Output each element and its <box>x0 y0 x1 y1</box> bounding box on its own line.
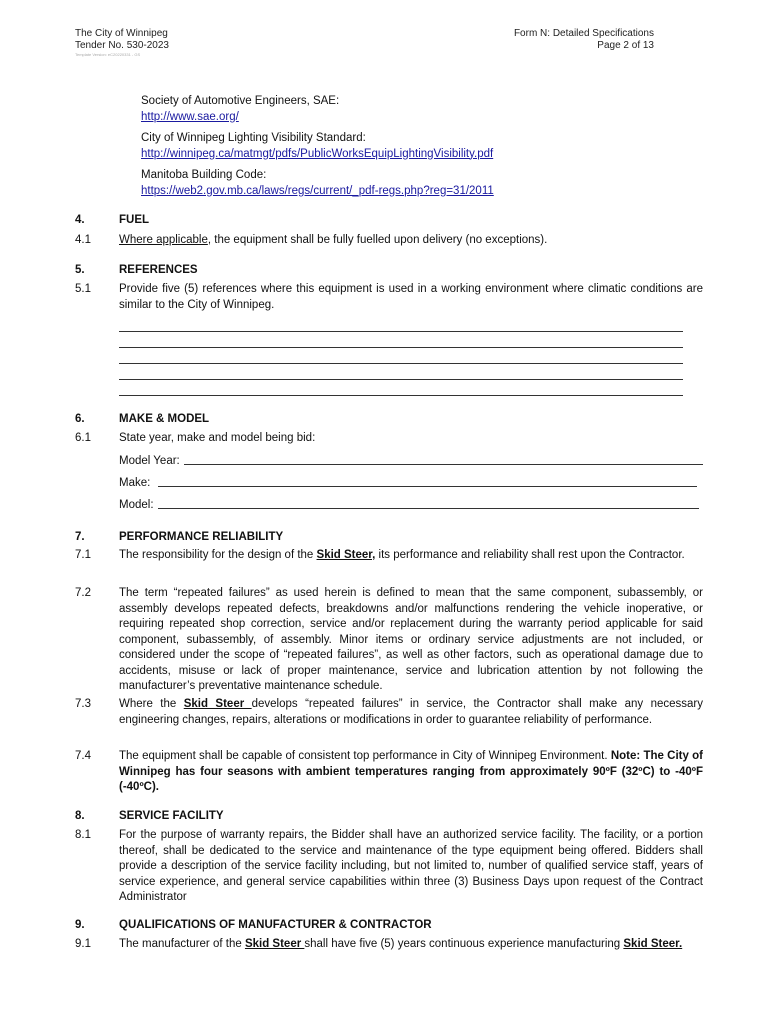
model-label: Model: <box>119 499 154 511</box>
ref-building-code-label: Manitoba Building Code: <box>141 169 267 181</box>
clause-9-1-number: 9.1 <box>75 938 91 950</box>
clause-7-2-number: 7.2 <box>75 587 91 599</box>
ref-lighting-link[interactable]: http://winnipeg.ca/matmgt/pdfs/PublicWorksEquipLightingVisibility.pdf <box>141 147 494 160</box>
section-6-number: 6. <box>75 413 85 425</box>
page-number: Page 2 of 13 <box>597 40 654 51</box>
make-row <box>119 476 697 492</box>
clause-7-3-part-c: develops “repeated failures” in service, the Contractor shall make any necessary engineering changes, repairs, alterations or modifications in order to guarantee reliability of performance. <box>119 698 703 726</box>
make-label: Make: <box>119 477 151 489</box>
section-7-title: PERFORMANCE RELIABILITY <box>119 531 284 543</box>
section-4-title: FUEL <box>119 214 150 226</box>
form-title: Form N: Detailed Specifications <box>513 28 654 39</box>
clause-7-4-number: 7.4 <box>75 750 91 762</box>
ref-building-code-link[interactable]: https://web2.gov.mb.ca/laws/regs/current/_pdf-regs.php?reg=31/2011 <box>141 184 494 197</box>
clause-7-3-number: 7.3 <box>75 698 91 710</box>
clause-4-1-text <box>119 233 703 249</box>
clause-4-1-underlined: Where applicable <box>119 234 208 246</box>
section-5-title: REFERENCES <box>119 264 198 276</box>
ref-sae-label: Society of Automotive Engineers, SAE: <box>141 95 340 107</box>
reference-links <box>141 94 701 199</box>
clause-5-1-text: Provide five (5) references where this equipment is used in a working environment where climatic conditions are similar to the City of Winnipeg. <box>119 283 703 311</box>
clause-4-1-body: , the equipment shall be fully fuelled upon delivery (no exceptions). <box>207 234 548 246</box>
clause-7-1-part-c: its performance and reliability shall rest upon the Contractor. <box>375 549 685 561</box>
model-row <box>119 498 699 514</box>
skid-steer-term: Skid Steer <box>244 938 305 950</box>
header-right <box>514 28 654 52</box>
clause-9-1-text <box>119 937 703 953</box>
clause-8-1-number: 8.1 <box>75 829 91 841</box>
section-9-title: QUALIFICATIONS OF MANUFACTURER & CONTRACTOR <box>119 919 432 931</box>
template-version: Template Version: eC20220331 - GS <box>75 52 141 57</box>
reference-line-2[interactable] <box>119 347 683 348</box>
reference-line-1[interactable] <box>119 331 683 332</box>
model-year-row <box>119 454 703 470</box>
clause-5-1-number: 5.1 <box>75 283 91 295</box>
reference-line-4[interactable] <box>119 379 683 380</box>
reference-line-3[interactable] <box>119 363 683 364</box>
make-field[interactable] <box>158 476 697 487</box>
section-7-number: 7. <box>75 531 85 543</box>
reference-line-5[interactable] <box>119 395 683 396</box>
ref-sae-link[interactable]: http://www.sae.org/ <box>141 110 239 123</box>
skid-steer-term: Skid Steer <box>183 698 252 710</box>
clause-7-2-text: The term “repeated failures” as used herein is defined to mean that the same component, subassembly, or assembly develops repeated defects, breakdowns and/or malfunctions rendering the vehicle inoperative, or requiring repeated shop correction, service and/or replacement during the warranty period applicable for said component, subassembly, of assembly. Minor items or ordinary service adjustments are not included, or considered under the scope of “repeated failures”, as well as other factors, such as operational damage due to accidents, misuse or lack of proper maintenance, service and lubrication attention by not following the manufacturer’s preventative maintenance schedule. <box>119 587 703 692</box>
section-5-number: 5. <box>75 264 85 276</box>
clause-9-1-part-a: The manufacturer of the <box>119 938 245 950</box>
clause-6-1-number: 6.1 <box>75 432 91 444</box>
model-year-field[interactable] <box>184 454 703 465</box>
ref-lighting-label: City of Winnipeg Lighting Visibility Standard: <box>141 132 366 144</box>
skid-steer-term: Skid Steer, <box>316 549 376 561</box>
clause-7-1-part-a: The responsibility for the design of the <box>119 549 317 561</box>
header-left <box>75 28 169 57</box>
clause-7-3-part-a: Where the <box>119 698 184 710</box>
tender-number: Tender No. 530-2023 <box>75 40 169 51</box>
clause-7-4-note: Note: The City of Winnipeg has four seasons with ambient temperatures ranging from approximately 90ºF (32ºC) to -40ºF (-40ºC). <box>119 750 703 793</box>
clause-8-1-text: For the purpose of warranty repairs, the Bidder shall have an authorized service facility. The facility, or a portion thereof, shall be dedicated to the service and maintenance of the type equipment being offered. Bidders shall provide a description of the service facility including, but not limited to, number of qualified service staff, years of service experience, and general service capabilities within three (3) Business Days upon request of the Contract Administrator <box>119 829 703 903</box>
section-8-title: SERVICE FACILITY <box>119 810 224 822</box>
skid-steer-term: Skid Steer. <box>623 938 683 950</box>
section-4-number: 4. <box>75 214 85 226</box>
section-8-number: 8. <box>75 810 85 822</box>
clause-7-3-text <box>119 697 703 728</box>
org-name: The City of Winnipeg <box>75 28 168 39</box>
clause-4-1-number: 4.1 <box>75 234 91 246</box>
section-6-title: MAKE & MODEL <box>119 413 210 425</box>
clause-7-4-text <box>119 749 703 796</box>
clause-7-1-number: 7.1 <box>75 549 91 561</box>
model-field[interactable] <box>158 498 699 509</box>
section-9-number: 9. <box>75 919 85 931</box>
clause-9-1-part-c: shall have five (5) years continuous experience manufacturing <box>304 938 624 950</box>
clause-6-1-text: State year, make and model being bid: <box>119 432 316 444</box>
clause-7-4-part-a: The equipment shall be capable of consistent top performance in City of Winnipeg Environment. <box>119 750 611 762</box>
model-year-label: Model Year: <box>119 455 180 467</box>
clause-7-1-text <box>119 548 703 564</box>
